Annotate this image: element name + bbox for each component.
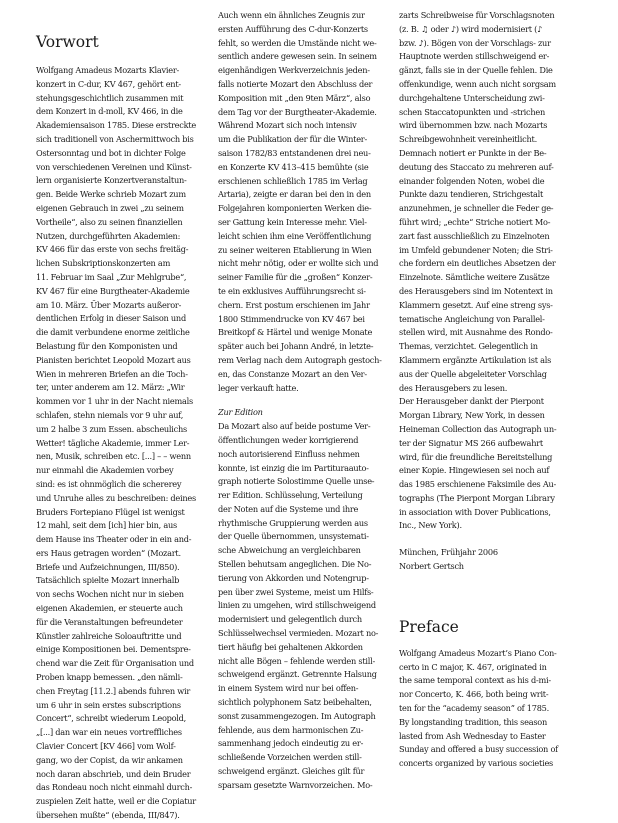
text-line: eigenen Akademien, er steuerte auch	[36, 603, 183, 614]
text-line: rem Verlag nach dem Autograph gestoch-	[218, 354, 382, 365]
text-line: ten for the “academy season” of 1785.	[399, 703, 549, 714]
text-line: Demnach notiert er Punkte in der Be-	[399, 147, 547, 158]
text-line: tematische Angleichung von Parallel-	[399, 313, 545, 324]
text-line: sich traditionell von Aschermittwoch bis	[36, 133, 194, 144]
text-line: Proben knapp bemessen. „den nämli-	[36, 672, 183, 683]
text-line: und Unruhe alles zu beschreiben: deines	[36, 492, 196, 503]
text-line: der Noten auf die Systeme und ihre	[218, 503, 359, 514]
text-line: eigenhändigen Werkverzeichnis jeden-	[218, 65, 370, 76]
text-line: certo in C major, K. 467, originated in	[399, 661, 547, 672]
text-line: konnte, ist einzig die im Partituraauto-	[218, 462, 369, 473]
text-line: falls notierte Mozart den Abschluss der	[218, 78, 373, 89]
text-line: Wolfgang Amadeus Mozart’s Piano Con-	[399, 647, 557, 658]
text-line: Vortheile“, also zu seinen finanziellen	[36, 216, 183, 227]
text-line: fehlende, aus dem harmonischen Zu-	[218, 724, 364, 735]
text-line: Wetter! tägliche Akademie, immer Ler-	[36, 437, 190, 448]
text-line: sche Abweichung an vergleichbaren	[218, 545, 361, 556]
text-line: einer Kopie. Hingewiesen sei noch auf	[399, 465, 550, 476]
text-line: ter, unter anderem am 12. März: „Wir	[36, 382, 185, 393]
text-line: zart fast ausschließlich zu Einzelnoten	[399, 230, 550, 241]
text-line: Klammern ergänzte Artikulation ist als	[399, 354, 552, 365]
text-line: einander folgenden Noten, wobei die	[399, 175, 545, 186]
text-line: sonst zusammengezogen. Im Autograph	[218, 710, 376, 721]
text-line: wird übernommen bzw. nach Mozarts	[399, 120, 548, 131]
text-line: en, das Constanze Mozart an den Ver-	[218, 368, 367, 379]
text-line: anzunehmen, je schneller die Feder ge-	[399, 203, 554, 214]
text-line: schen Staccatopunkten und -strichen	[399, 106, 546, 117]
text-line: Stellen behutsam angeglichen. Die No-	[218, 559, 372, 570]
text-line: By longstanding tradition, this season	[399, 716, 548, 727]
text-line: Heineman Collection das Autograph un-	[399, 423, 557, 434]
text-line: dem Hause ins Theater oder in ein and-	[36, 534, 192, 545]
text-line: tographs (The Pierpont Morgan Library	[399, 492, 555, 503]
text-line: concerts organized by various societies	[399, 758, 553, 769]
text-line: um 6 uhr in sein erstes subscriptions	[36, 699, 181, 710]
text-line: im Umfeld gebundener Noten; die Stri-	[399, 244, 553, 255]
text-line: Punkte dazu tendieren, Strichgestalt	[399, 189, 544, 200]
text-line: schweigend ergänzt. Gleiches gilt für	[218, 766, 365, 777]
text-line: 1800 Stimmendrucke von KV 467 bei	[218, 313, 365, 324]
text-line: Artaria), zeigte er daran bei den in den	[218, 189, 371, 200]
text-line: KV 466 für das erste von sechs freitäg-	[36, 244, 189, 255]
text-line: übersehen mußte“ (ebenda, III/847).	[36, 810, 180, 821]
text-line: für die Veranstaltungen befreundeter	[36, 616, 183, 627]
paragraph-zur-edition	[218, 420, 384, 793]
text-line: pen über zwei Systeme, meist um Hilfs-	[218, 586, 374, 597]
text-line: „[...] dan war ein neues vortreffliches	[36, 727, 182, 738]
heading-vorwort: Vorwort	[36, 33, 99, 51]
text-line: wird, für die freundliche Bereitstellung	[399, 451, 553, 462]
text-line: (z. B. ♫ oder ♪) wird modernisiert (♪	[399, 23, 543, 34]
signature-block	[399, 546, 565, 574]
text-line: graph notierte Solostimme Quelle unse-	[218, 476, 375, 487]
text-line: seiner Familie für die „großen“ Konzer-	[218, 272, 373, 283]
text-line: Belastung für den Komponisten und	[36, 340, 178, 351]
text-line: das Rondeau noch nicht einmahl durch-	[36, 782, 193, 793]
text-line: rer Edition. Schlüsselung, Verteilung	[218, 490, 363, 501]
text-line: erschienen schließlich 1785 im Verlag	[218, 175, 368, 186]
text-line: noch daran abschrieb, und dein Bruder	[36, 768, 191, 779]
text-line: zu seiner weiteren Etablierung in Wien	[218, 244, 372, 255]
text-line: Clavier Concert [KV 466] vom Wolf-	[36, 741, 176, 752]
text-line: schließende Vorzeichen werden still-	[218, 752, 362, 763]
text-line: lichen Subskriptionskonzerten am	[36, 258, 171, 269]
text-line: von verschiedenen Vereinen und Künst-	[36, 161, 192, 172]
text-line: nur einmahl die Akademien vorbey	[36, 465, 174, 476]
text-line: Inc., New York).	[399, 520, 462, 531]
text-line: schweigend ergänzt. Getrennte Halsung	[218, 669, 377, 680]
text-line: von sechs Wochen nicht nur in sieben	[36, 589, 184, 600]
text-line: Klammern gesetzt. Auf eine streng sys-	[399, 299, 553, 310]
text-line: stehungsgeschichtlich zusammen mit	[36, 92, 184, 103]
text-line: leicht schien ihm eine Veröffentlichung	[218, 230, 372, 241]
text-line: Künstler zahlreiche Soloauftritte und	[36, 630, 182, 641]
text-line: dem Konzert in d-moll, KV 466, in die	[36, 106, 183, 117]
text-line: rhythmische Gruppierung werden aus	[218, 517, 368, 528]
text-line: Folgejahren komponierten Werken die-	[218, 203, 372, 214]
text-line: nor Concerto, K. 466, both being writ-	[399, 689, 549, 700]
text-line: später auch bei Johann André, in letzte-	[218, 341, 374, 352]
text-line: the same temporal context as his d-mi-	[399, 675, 551, 686]
text-line: Da Mozart also auf beide postume Ver-	[218, 421, 371, 432]
text-line: sammenhang jedoch eindeutig zu er-	[218, 738, 364, 749]
text-line: chend war die Zeit für Organisation und	[36, 658, 194, 669]
text-line: en Konzerte KV 413–415 bemühte (sie	[218, 161, 369, 172]
text-line: zarts Schreibweise für Vorschlagsnoten	[399, 10, 555, 20]
text-line: München, Frühjahr 2006	[399, 547, 498, 558]
text-line: ers Haus getragen worden“ (Mozart.	[36, 547, 181, 558]
text-line: fehlt, so werden die Umstände nicht we-	[218, 37, 377, 48]
text-line: chen Freytag [11.2.] abends fuhren wir	[36, 685, 191, 696]
text-line: nicht alle Bögen – fehlende werden still-	[218, 655, 375, 666]
text-line: eigenen Gebrauch in zwei „zu seinem	[36, 202, 184, 213]
text-line: schlafen, stehn niemals vor 9 uhr auf,	[36, 409, 184, 420]
paragraph-edition-continued	[399, 9, 565, 533]
text-line: Pianisten berichtet Leopold Mozart aus	[36, 354, 191, 365]
text-line: Einzelnote. Sämtliche weitere Zusätze	[399, 272, 550, 283]
text-line: lasted from Ash Wednesday to Easter	[399, 730, 546, 741]
text-line: Tatsächlich spielte Mozart innerhalb	[36, 575, 180, 586]
paragraph-vorwort-2	[218, 9, 384, 395]
text-line: Wien in mehreren Briefen an die Toch-	[36, 368, 188, 379]
text-line: linien zu umgehen, wird stillschweigend	[218, 600, 376, 611]
text-line: gang, wo der Copist, da wir ankamen	[36, 754, 183, 765]
subheading-zur-edition: Zur Edition	[218, 407, 263, 418]
text-line: Ostersonntag und bot in dichter Folge	[36, 147, 186, 158]
paragraph-preface	[399, 647, 565, 771]
text-line: nen, Musik, schreiben etc. [...] – – wenn	[36, 451, 191, 462]
text-line: leger verkauft hatte.	[218, 382, 299, 393]
text-line: Breitkopf & Härtel und wenige Monate	[218, 327, 373, 338]
text-line: stellen wird, mit Ausnahme des Rondo-	[399, 327, 553, 338]
text-line: Sunday and offered a busy succession of	[399, 744, 558, 755]
text-line: tierung von Akkorden und Notengrup-	[218, 572, 369, 583]
text-line: in einem System wird nur bei offen-	[218, 683, 359, 694]
text-line: zuspielen Zeit hatte, weil er die Copiatur	[36, 796, 196, 807]
text-line: Während Mozart sich noch intensiv	[218, 120, 357, 131]
text-line: sind: es ist ohnmöglich die schererey	[36, 478, 182, 489]
text-line: konzert in C-dur, KV 467, gehört ent-	[36, 78, 181, 89]
text-line: nicht mehr nötig, oder er wollte sich und	[218, 258, 379, 269]
text-line: Concert“, schreibt wiederum Leopold,	[36, 713, 187, 724]
text-line: kommen vor 1 uhr in der Nacht niemals	[36, 396, 193, 407]
text-line: deutung des Staccato zu mehreren auf-	[399, 161, 554, 172]
text-line: Hauptnote werden stillschweigend er-	[399, 51, 550, 62]
text-line: öffentlichungen weder korrigierend	[218, 434, 359, 445]
text-line: chern. Erst postum erschienen im Jahr	[218, 299, 370, 310]
text-line: Wolfgang Amadeus Mozarts Klavier-	[36, 65, 180, 75]
text-line: um die Publikation der für die Winter-	[218, 134, 367, 145]
text-line: einige Kompositionen bei. Dementspre-	[36, 644, 191, 655]
text-line: Komposition mit „den 9ten März“, also	[218, 92, 371, 103]
text-line: durchgehaltene Unterscheidung zwi-	[399, 92, 545, 103]
text-line: Norbert Gertsch	[399, 561, 464, 572]
text-line: gen. Beide Werke schrieb Mozart zum	[36, 189, 186, 200]
text-line: die damit verbundene enorme zeitliche	[36, 327, 190, 338]
column-middle	[218, 9, 384, 793]
text-line: der Quelle übernommen, unsystemati-	[218, 531, 369, 542]
text-line: ter der Signatur MS 266 aufbewahrt	[399, 437, 543, 448]
text-line: führt wird; „echte“ Striche notiert Mo-	[399, 216, 551, 227]
text-line: te ein exklusives Aufführungsrecht si-	[218, 285, 366, 296]
text-line: Briefe und Aufzeichnungen, III/850).	[36, 561, 180, 572]
text-line: ser Gattung kein Interesse mehr. Viel-	[218, 216, 367, 227]
heading-preface: Preface	[399, 617, 459, 636]
paragraph-vorwort-1	[36, 64, 202, 823]
text-line: Themas, verzichtet. Gelegentlich in	[399, 341, 538, 352]
text-line: noch autorisierend Einfluss nehmen	[218, 448, 360, 459]
text-line: che fordern ein deutliches Absetzen der	[399, 258, 556, 269]
column-left	[36, 0, 202, 823]
text-line: lern organisierte Konzertveranstaltun-	[36, 175, 187, 186]
text-line: 12 mahl, seit dem [ich] hier bin, aus	[36, 520, 177, 531]
text-line: am 10. März. Über Mozarts außeror-	[36, 299, 182, 310]
text-line: dem Tag vor der Burgtheater-Akademie.	[218, 106, 377, 117]
text-line: in association with Dover Publications,	[399, 506, 551, 517]
text-line: sentlich andere gewesen sein. In seinem	[218, 51, 377, 62]
text-line: dentlichen Erfolg in dieser Saison und	[36, 313, 186, 324]
text-line: sparsam gesetzte Warnvorzeichen. Mo-	[218, 779, 373, 790]
column-right	[399, 9, 565, 771]
text-line: Auch wenn ein ähnliches Zeugnis zur	[218, 10, 365, 20]
text-line: bzw. ♪). Bögen von der Vorschlags- zur	[399, 37, 551, 48]
text-line: das 1985 erschienene Faksimile des Au-	[399, 479, 557, 490]
text-line: gänzt, falls sie in der Quelle fehlen. Die	[399, 65, 553, 76]
text-line: saison 1782/83 entstandenen drei neu-	[218, 147, 371, 158]
text-line: ersten Aufführung des C-dur-Konzerts	[218, 23, 368, 34]
text-line: Bruders Fortepiano Flügel ist wenigst	[36, 506, 185, 517]
text-line: Nutzen, durchgeführten Akademien:	[36, 230, 181, 241]
text-line: Schreibgewohnheit vereinheitlicht.	[399, 134, 537, 145]
text-line: um 2 halbe 3 zum Essen. abscheulichs	[36, 423, 187, 434]
text-line: Morgan Library, New York, in dessen	[399, 410, 545, 421]
text-line: modernisiert und gelegentlich durch	[218, 614, 362, 625]
text-line: Schlüsselwechsel vermieden. Mozart no-	[218, 628, 379, 639]
text-line: 11. Februar im Saal „Zur Mehlgrube“,	[36, 271, 187, 282]
text-line: des Herausgebers sind im Notentext in	[399, 285, 553, 296]
text-line: KV 467 für eine Burgtheater-Akademie	[36, 285, 190, 296]
text-line: aus der Quelle abgeleiteter Vorschlag	[399, 368, 547, 379]
text-line: Akademiensaison 1785. Diese erstreckte	[36, 120, 196, 131]
text-line: Der Herausgeber dankt der Pierpont	[399, 396, 544, 407]
text-line: tiert häufig bei gehaltenen Akkorden	[218, 641, 363, 652]
text-line: offenkundige, wenn auch nicht sorgsam	[399, 78, 556, 89]
text-line: sichtlich polyphonem Satz beibehalten,	[218, 697, 372, 708]
text-line: des Herausgebers zu lesen.	[399, 382, 508, 393]
